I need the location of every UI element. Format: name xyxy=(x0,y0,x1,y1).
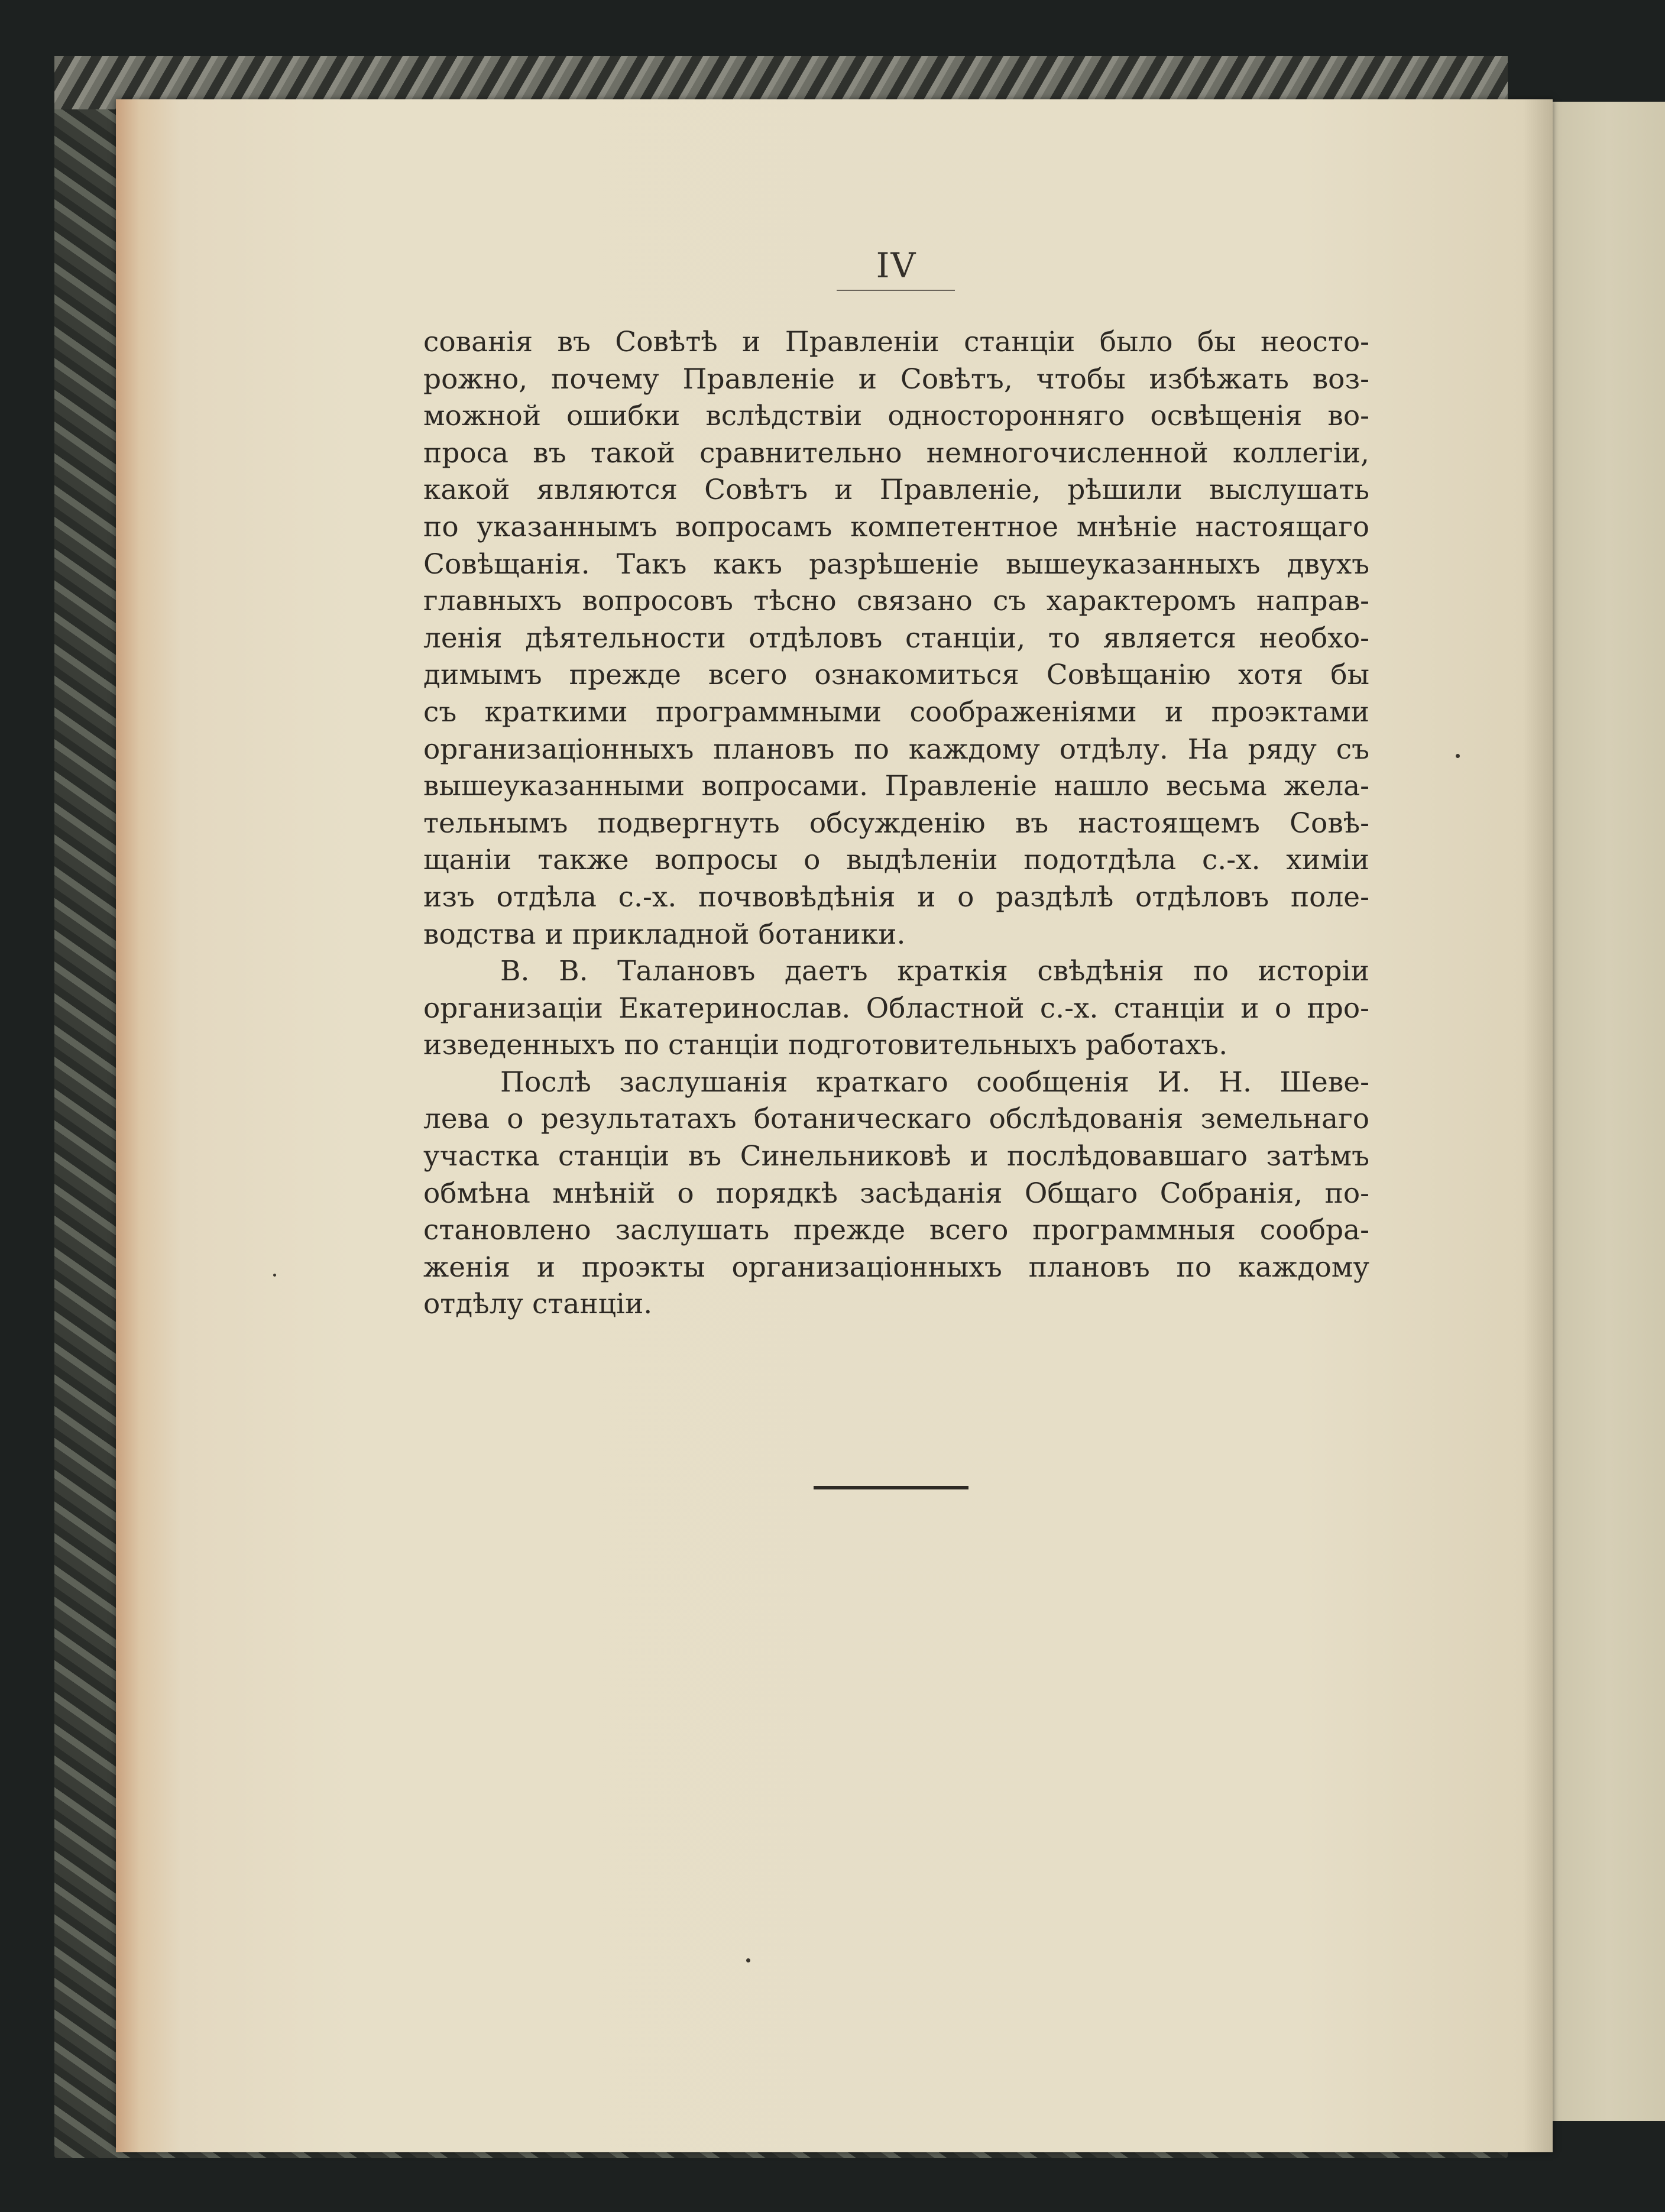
text-line: Совѣщанія. Такъ какъ разрѣшеніе вышеуказанныхъ двухъ xyxy=(423,548,1369,581)
text-line: димымъ прежде всего ознакомиться Совѣщанію хотя бы xyxy=(423,659,1369,692)
text-line: проса въ такой сравнительно немногочисленной коллегіи, xyxy=(423,436,1369,469)
text-line: рожно, почему Правленіе и Совѣтъ, чтобы избѣжать воз- xyxy=(423,362,1369,396)
text-line: лева о результатахъ ботаническаго обслѣдованія земельнаго xyxy=(423,1103,1369,1136)
text-line: В. В. Талановъ даетъ краткія свѣдѣнія по исторіи xyxy=(500,955,1369,988)
text-line: главныхъ вопросовъ тѣсно связано съ характеромъ направ- xyxy=(423,585,1369,618)
ink-speck xyxy=(746,1958,750,1962)
text-line: по указаннымъ вопросамъ компетентное мнѣніе настоящаго xyxy=(423,510,1369,543)
text-line: изведенныхъ по станціи подготовительныхъ работахъ. xyxy=(423,1029,1228,1062)
text-line: ленія дѣятельности отдѣловъ станціи, то является необхо- xyxy=(423,621,1369,655)
text-line: Послѣ заслушанія краткаго сообщенія И. Н. Шеве- xyxy=(500,1065,1369,1099)
ink-speck xyxy=(1456,754,1460,758)
text-line: тельнымъ подвергнуть обсужденію въ настоящемъ Совѣ- xyxy=(423,807,1369,840)
text-line: можной ошибки вслѣдствіи односторонняго освѣщенія во- xyxy=(423,400,1369,433)
body-text xyxy=(423,324,1369,1323)
text-line: обмѣна мнѣній о порядкѣ засѣданія Общаго Собранія, по- xyxy=(423,1177,1369,1210)
text-line: вышеуказанными вопросами. Правленіе нашло весьма жела- xyxy=(423,770,1369,803)
text-line: изъ отдѣла с.-х. почвовѣдѣнія и о раздѣлѣ отдѣловъ поле- xyxy=(423,880,1369,914)
page-number: IV xyxy=(876,245,917,286)
text-line: съ краткими программными соображеніями и проэктами xyxy=(423,695,1369,728)
ink-speck xyxy=(273,1274,276,1277)
page-number-underline xyxy=(837,290,955,291)
text-line: женія и проэкты организаціонныхъ плановъ по каждому xyxy=(423,1251,1369,1284)
text-line: организаціонныхъ плановъ по каждому отдѣлу. На ряду съ xyxy=(423,733,1369,766)
text-line: становлено заслушать прежде всего программныя сообра- xyxy=(423,1214,1369,1247)
text-line: организаціи Екатеринослав. Областной с.-х. станціи и о про- xyxy=(423,992,1369,1025)
text-line: водства и прикладной ботаники. xyxy=(423,918,906,951)
text-line: какой являются Совѣтъ и Правленіе, рѣшили выслушать xyxy=(423,474,1369,507)
text-line: щаніи также вопросы о выдѣленіи подотдѣла с.-х. химіи xyxy=(423,844,1369,877)
text-line: участка станціи въ Синельниковѣ и послѣдовавшаго затѣмъ xyxy=(423,1140,1369,1173)
text-line: отдѣлу станціи. xyxy=(423,1288,653,1321)
closing-rule xyxy=(814,1486,968,1489)
text-line: сованія въ Совѣтѣ и Правленіи станціи было бы неосто- xyxy=(423,326,1369,358)
